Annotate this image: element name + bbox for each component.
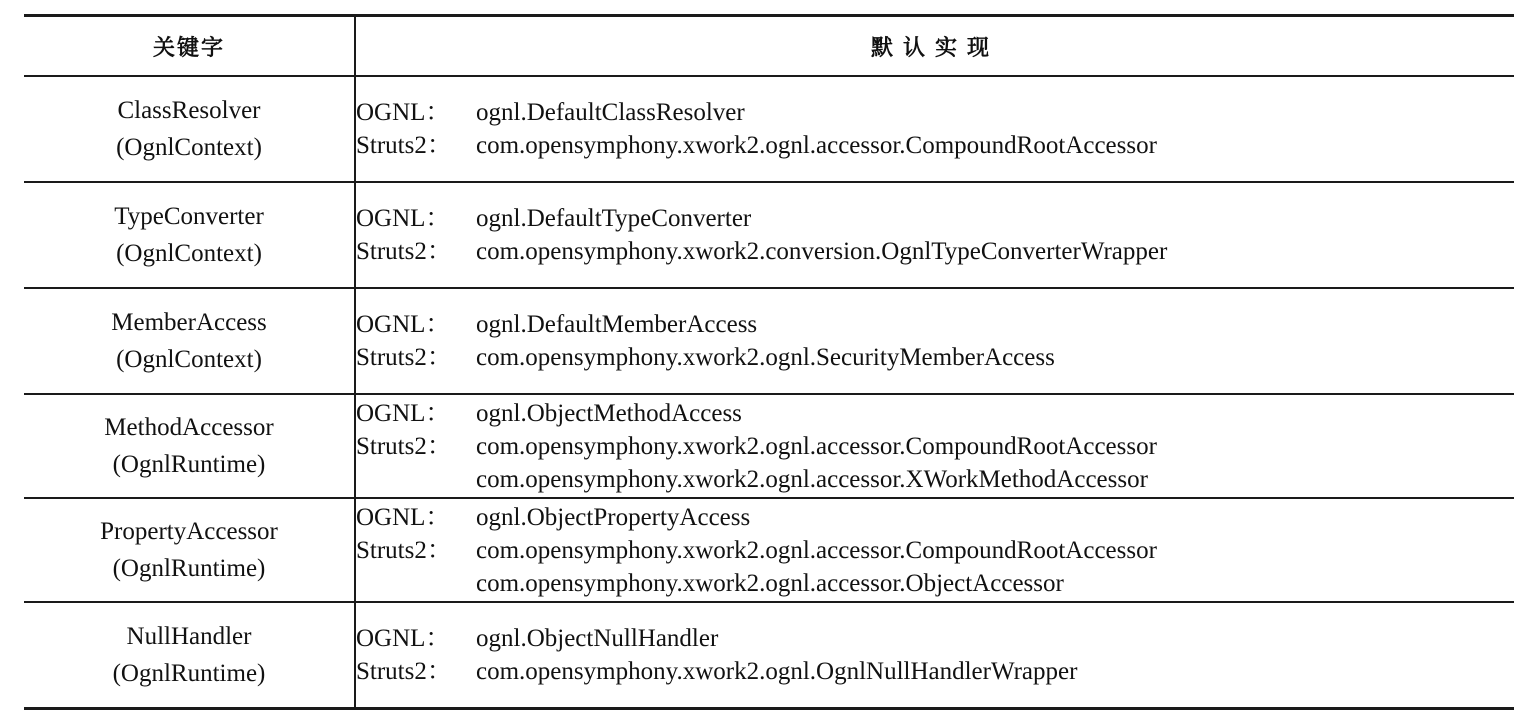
keyword-scope: (OgnlRuntime) — [112, 660, 266, 687]
impl-cell — [355, 288, 1514, 394]
ognl-label: OGNL： — [356, 625, 451, 652]
keyword-name: MethodAccessor — [104, 414, 274, 441]
table-body — [24, 76, 1514, 709]
struts-value-continued: com.opensymphony.xwork2.ognl.accessor.XWorkMethodAccessor — [476, 465, 1148, 493]
keyword-cell — [24, 288, 355, 394]
ognl-line — [356, 202, 1514, 235]
struts-label: Struts2： — [356, 238, 452, 265]
table-row — [24, 394, 1514, 498]
table-header — [24, 16, 1514, 77]
impl-cell — [355, 498, 1514, 602]
ognl-line — [356, 308, 1514, 341]
keyword-cell — [24, 602, 355, 709]
impl-cell — [355, 602, 1514, 709]
impl-cell — [355, 182, 1514, 288]
keyword-scope: (OgnlContext) — [116, 240, 262, 267]
keyword-scope: (OgnlRuntime) — [112, 451, 266, 478]
header-row — [24, 16, 1514, 77]
ognl-label: OGNL： — [356, 205, 451, 232]
ognl-value: ognl.DefaultMemberAccess — [476, 311, 758, 338]
keyword-name: MemberAccess — [111, 309, 267, 336]
struts-value: com.opensymphony.xwork2.ognl.accessor.CompoundRootAccessor — [476, 432, 1157, 460]
keyword-scope: (OgnlContext) — [116, 346, 262, 373]
struts-line — [356, 655, 1514, 688]
keyword-cell — [24, 394, 355, 498]
struts-value: com.opensymphony.xwork2.conversion.OgnlTypeConverterWrapper — [476, 238, 1168, 265]
struts-label: Struts2： — [356, 658, 452, 685]
header-default-impl: 默认实现 — [870, 35, 999, 61]
struts-line — [356, 341, 1514, 374]
ognl-value: ognl.ObjectMethodAccess — [476, 399, 742, 427]
ognl-line — [356, 96, 1514, 129]
keyword-defaults-table — [24, 14, 1514, 710]
keyword-cell — [24, 76, 355, 182]
keyword-name: TypeConverter — [114, 203, 264, 230]
impl-cell — [355, 394, 1514, 498]
table-row — [24, 288, 1514, 394]
ognl-line — [356, 397, 1514, 430]
keyword-name: ClassResolver — [117, 97, 261, 124]
struts-line — [356, 534, 1514, 567]
ognl-label: OGNL： — [356, 399, 451, 427]
struts-label: Struts2： — [356, 344, 452, 371]
struts-value-continued: com.opensymphony.xwork2.ognl.accessor.ObjectAccessor — [476, 569, 1064, 597]
struts-value: com.opensymphony.xwork2.ognl.SecurityMemberAccess — [476, 344, 1055, 371]
struts-line — [356, 430, 1514, 463]
ognl-label: OGNL： — [356, 503, 451, 531]
struts-line — [356, 129, 1514, 162]
struts-line — [356, 235, 1514, 268]
struts-value: com.opensymphony.xwork2.ognl.OgnlNullHandlerWrapper — [476, 658, 1078, 685]
struts-value: com.opensymphony.xwork2.ognl.accessor.CompoundRootAccessor — [476, 132, 1157, 159]
struts-value: com.opensymphony.xwork2.ognl.accessor.CompoundRootAccessor — [476, 536, 1157, 564]
ognl-label: OGNL： — [356, 99, 451, 126]
keyword-cell — [24, 182, 355, 288]
struts-label: Struts2： — [356, 536, 452, 564]
table-row — [24, 602, 1514, 709]
ognl-value: ognl.ObjectNullHandler — [476, 625, 719, 652]
ognl-value: ognl.DefaultClassResolver — [476, 99, 745, 126]
table-row — [24, 182, 1514, 288]
keyword-name: PropertyAccessor — [100, 518, 278, 545]
ognl-value: ognl.DefaultTypeConverter — [476, 205, 752, 232]
keyword-scope: (OgnlRuntime) — [112, 555, 266, 582]
table-row — [24, 76, 1514, 182]
ognl-label: OGNL： — [356, 311, 451, 338]
keyword-name: NullHandler — [126, 623, 252, 650]
ognl-line — [356, 622, 1514, 655]
struts-label: Struts2： — [356, 132, 452, 159]
header-keyword: 关键字 — [24, 16, 355, 77]
ognl-value: ognl.ObjectPropertyAccess — [476, 503, 751, 531]
struts-label: Struts2： — [356, 432, 452, 460]
impl-cell — [355, 76, 1514, 182]
ognl-line — [356, 501, 1514, 534]
table-row — [24, 498, 1514, 602]
keyword-cell — [24, 498, 355, 602]
keyword-scope: (OgnlContext) — [116, 134, 262, 161]
